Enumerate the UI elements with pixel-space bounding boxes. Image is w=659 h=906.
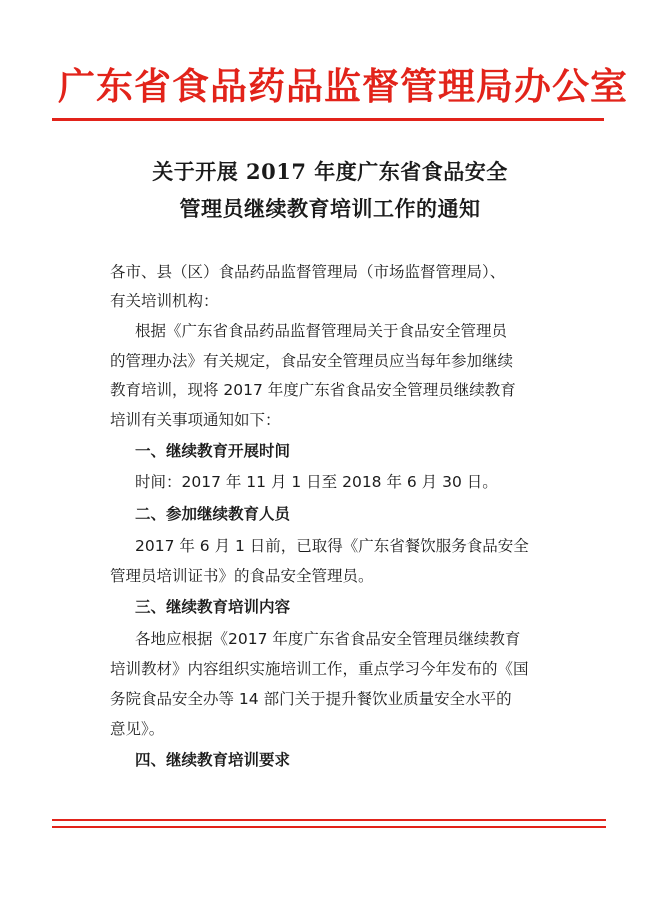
paragraph-line: 根据《广东省食品药品监督管理局关于食品安全管理员 [135, 322, 508, 340]
section-heading-2: 二、参加继续教育人员 [135, 505, 291, 523]
footer-red-rule-upper [52, 819, 606, 821]
footer-red-rule-lower [52, 826, 606, 828]
paragraph-line: 时间：2017 年 11 月 1 日至 2018 年 6 月 30 日。 [135, 473, 498, 491]
paragraph-line: 2017 年 6 月 1 日前，已取得《广东省餐饮服务食品安全 [135, 537, 529, 555]
paragraph-line: 培训教材》内容组织实施培训工作，重点学习今年发布的《国 [110, 660, 529, 678]
section-heading-1: 一、继续教育开展时间 [135, 442, 291, 460]
section-heading-3: 三、继续教育培训内容 [135, 598, 291, 616]
paragraph-line: 教育培训，现将 2017 年度广东省食品安全管理员继续教育 [110, 381, 516, 399]
addressee-line: 有关培训机构： [110, 292, 219, 310]
notice-title-line-1: 关于开展 2017 年度广东省食品安全 [152, 159, 508, 184]
section-heading-4: 四、继续教育培训要求 [135, 751, 291, 769]
paragraph-line: 务院食品安全办等 14 部门关于提升餐饮业质量安全水平的 [110, 690, 512, 708]
addressee-line: 各市、县（区）食品药品监督管理局（市场监督管理局）、 [110, 263, 506, 281]
paragraph-line: 意见》。 [110, 720, 165, 738]
paragraph-line: 的管理办法》有关规定，食品安全管理员应当每年参加继续 [110, 352, 514, 370]
notice-title-line-2: 管理员继续教育培训工作的通知 [179, 196, 481, 221]
paragraph-line: 各地应根据《2017 年度广东省食品安全管理员继续教育 [135, 630, 521, 648]
issuer-masthead: 广东省食品药品监督管理局办公室 [58, 64, 628, 108]
paragraph-line: 管理员培训证书》的食品安全管理员。 [110, 567, 374, 585]
paragraph-line: 培训有关事项通知如下： [110, 411, 281, 429]
masthead-red-rule [52, 118, 604, 121]
